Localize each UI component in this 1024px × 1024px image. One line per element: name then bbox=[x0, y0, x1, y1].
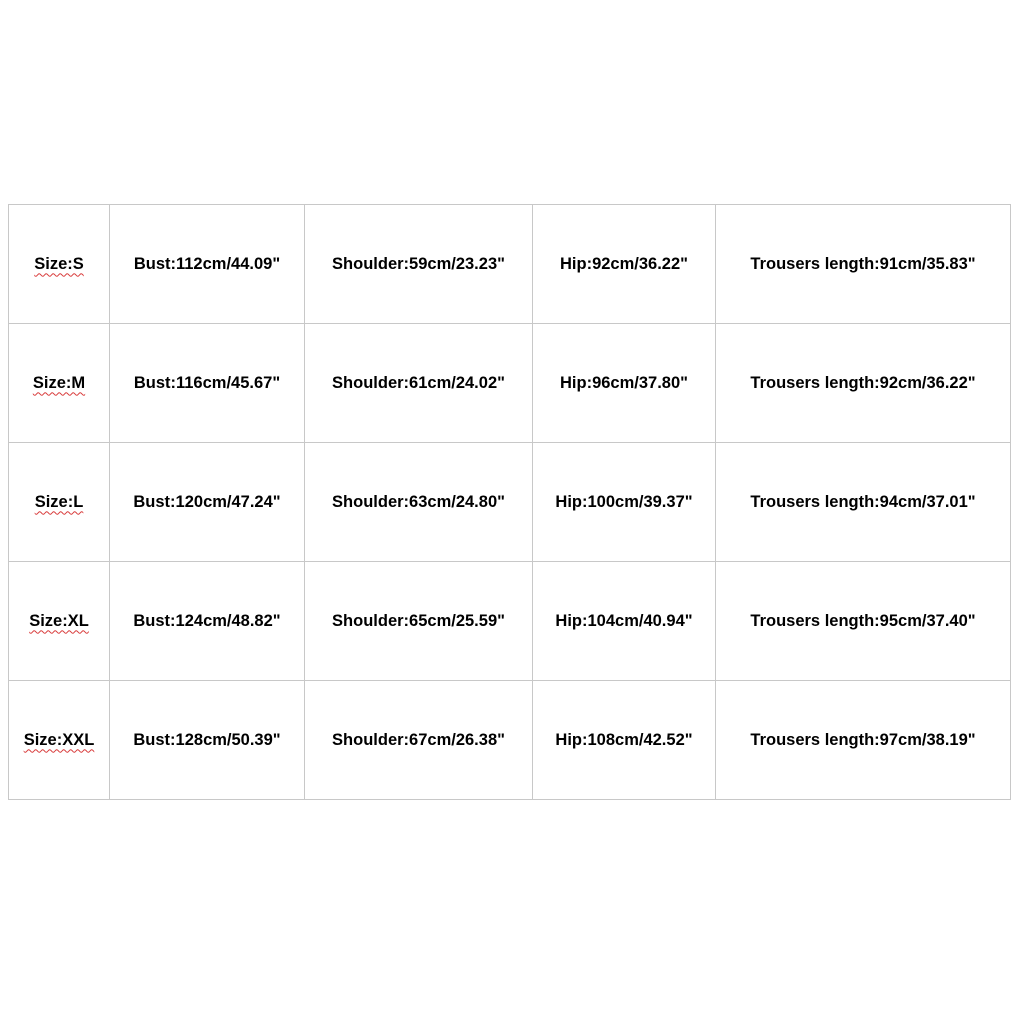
bust-cell: Bust:128cm/50.39" bbox=[110, 681, 305, 800]
size-chart-table bbox=[8, 204, 1011, 800]
size-cell bbox=[9, 443, 110, 562]
bust-cell: Bust:112cm/44.09" bbox=[110, 205, 305, 324]
trousers-length-cell: Trousers length:91cm/35.83" bbox=[716, 205, 1011, 324]
hip-cell: Hip:100cm/39.37" bbox=[533, 443, 716, 562]
bust-cell: Bust:124cm/48.82" bbox=[110, 562, 305, 681]
table-row bbox=[9, 443, 1011, 562]
shoulder-cell: Shoulder:63cm/24.80" bbox=[305, 443, 533, 562]
shoulder-cell: Shoulder:65cm/25.59" bbox=[305, 562, 533, 681]
table-row bbox=[9, 324, 1011, 443]
size-cell bbox=[9, 562, 110, 681]
table-row bbox=[9, 205, 1011, 324]
size-cell bbox=[9, 324, 110, 443]
table-row bbox=[9, 681, 1011, 800]
size-label: Size:XXL bbox=[23, 730, 95, 749]
shoulder-cell: Shoulder:67cm/26.38" bbox=[305, 681, 533, 800]
size-cell bbox=[9, 681, 110, 800]
shoulder-cell: Shoulder:61cm/24.02" bbox=[305, 324, 533, 443]
size-label: Size:M bbox=[32, 373, 86, 392]
size-label: Size:L bbox=[34, 492, 84, 511]
trousers-length-cell: Trousers length:97cm/38.19" bbox=[716, 681, 1011, 800]
hip-cell: Hip:92cm/36.22" bbox=[533, 205, 716, 324]
hip-cell: Hip:96cm/37.80" bbox=[533, 324, 716, 443]
hip-cell: Hip:108cm/42.52" bbox=[533, 681, 716, 800]
size-label: Size:XL bbox=[29, 611, 89, 630]
trousers-length-cell: Trousers length:92cm/36.22" bbox=[716, 324, 1011, 443]
table-row bbox=[9, 562, 1011, 681]
trousers-length-cell: Trousers length:95cm/37.40" bbox=[716, 562, 1011, 681]
hip-cell: Hip:104cm/40.94" bbox=[533, 562, 716, 681]
size-cell bbox=[9, 205, 110, 324]
bust-cell: Bust:120cm/47.24" bbox=[110, 443, 305, 562]
size-label: Size:S bbox=[34, 254, 84, 273]
shoulder-cell: Shoulder:59cm/23.23" bbox=[305, 205, 533, 324]
bust-cell: Bust:116cm/45.67" bbox=[110, 324, 305, 443]
trousers-length-cell: Trousers length:94cm/37.01" bbox=[716, 443, 1011, 562]
